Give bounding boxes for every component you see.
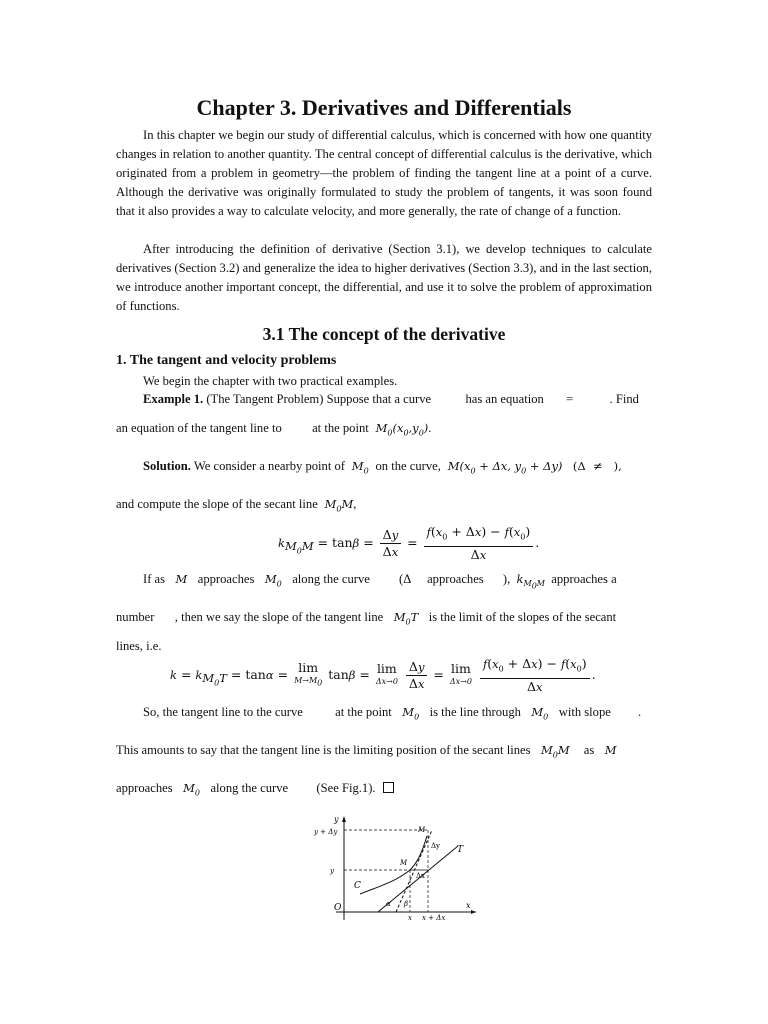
- text-span: along the curve: [210, 781, 289, 795]
- secant-line: and compute the slope of the secant line $M_0M$,: [116, 497, 357, 514]
- y-axis-label: y: [334, 815, 339, 824]
- text-span: has an equation: [465, 392, 544, 406]
- curve-label: C: [354, 881, 361, 891]
- solution-line: [143, 457, 652, 480]
- solution-label: Solution.: [143, 459, 191, 473]
- text-span: approaches: [197, 572, 255, 586]
- lines-ie: lines, i.e.: [116, 639, 162, 653]
- x0dx-label: x + Δx: [422, 914, 446, 922]
- equation-tangent-slope: $k = k_{M_0T} = \tan\alpha = \lim$ $M\to M_0$ tanβ = lim Δx→0 $\frac{\Delta y}{\Delta x}$ = lim Δx→0 $\frac{f(x_0 + \Delta x) - f(x_0)}{\Delta x}$ .: [170, 656, 596, 694]
- x0-label: x: [408, 914, 412, 922]
- subsection-title: 1. The tangent and velocity problems: [116, 353, 337, 368]
- alpha-label: α: [386, 900, 391, 908]
- text-span: If as: [143, 572, 166, 586]
- text-span: number: [116, 610, 155, 624]
- text-span: . Find: [609, 392, 639, 406]
- example-line-2: an equation of the tangent line to at the point $M_0(x_0,y_0)$.: [116, 421, 432, 438]
- point-M-label: M: [418, 826, 426, 834]
- math-inline: $M_0M$: [320, 497, 354, 514]
- y0dy-label: y + Δy: [314, 828, 338, 836]
- math-inline: $M_0$: [348, 459, 369, 476]
- example-line-1: [143, 390, 652, 408]
- tangent-label: T: [457, 845, 464, 855]
- beta-label: β: [404, 900, 409, 908]
- amounts-line: This amounts to say that the tangent line is the limiting position of the secant lines $M_0M$ as M: [116, 743, 617, 760]
- number-line: number , then we say the slope of the tangent line $M_0T$ is the limit of the slopes of the secant: [116, 610, 617, 627]
- text-span: , then we say the slope of the tangent line: [174, 610, 384, 624]
- example-label: Example 1.: [143, 392, 204, 406]
- text-span: along the curve: [292, 572, 370, 586]
- text-span: So, the tangent line to the curve: [143, 705, 303, 719]
- approaches-line: approaches $M_0$ along the curve (See Fig.1).: [116, 779, 652, 802]
- dx-label: Δx: [416, 872, 426, 880]
- equation-secant-slope: $k_{M_0M} = \tan\beta$ = $\frac{\Delta y}{\Delta x}$ = $\frac{f(x_0 + \Delta x) - f(x_0)}{\Delta x}$ .: [278, 524, 540, 562]
- text-span: an equation of the tangent line to: [116, 421, 282, 435]
- text-span: approaches: [427, 572, 484, 586]
- if-as-line: If as M approaches $M_0$ along the curve (Δ approaches ), $k_{M_0M}$ approaches a: [143, 572, 617, 591]
- x-axis-arrow-icon: [471, 910, 476, 914]
- so-line: So, the tangent line to the curve at the point $M_0$ is the line through $M_0$ with slope .: [143, 705, 642, 722]
- text-span: =: [566, 392, 574, 406]
- text-span: and compute the slope of the secant line: [116, 497, 318, 511]
- math-inline: $M_0(x_0,y_0)$: [371, 421, 429, 438]
- y-axis-arrow-icon: [342, 816, 346, 822]
- tangent-figure: [300, 812, 480, 922]
- intro-paragraph-2: After introducing the definition of derivative (Section 3.1), we develop techniques to calculate derivatives (Section 3.2) and generalize the idea to higher derivatives (Section 3.3), and in the last section, we introduce another important concept, the differential, and use it to solve the problem of approximation of functions.: [116, 242, 652, 314]
- text-span: at the point: [335, 705, 392, 719]
- text-span: approaches a: [551, 572, 617, 586]
- text-span: at the point: [312, 421, 369, 435]
- text-span: This amounts to say that the tangent line is the limiting position of the secant lines: [116, 743, 531, 757]
- math-inline: (Δ ≠ ),: [565, 459, 622, 473]
- text-span: with slope: [558, 705, 611, 719]
- chapter-title: Chapter 3. Derivatives and Differentials: [196, 95, 572, 120]
- text-span: (The Tangent Problem) Suppose that a curve: [206, 392, 432, 406]
- text-span: on the curve,: [375, 459, 441, 473]
- x-axis-label: x: [466, 901, 471, 910]
- text-line: We begin the chapter with two practical examples.: [143, 374, 398, 388]
- y0-label: y: [330, 867, 334, 875]
- section-title: 3.1 The concept of the derivative: [262, 324, 506, 344]
- text-span: approaches: [116, 781, 173, 795]
- text-span: (See Fig.1).: [316, 781, 376, 795]
- math-inline: $M(x_0 + \Delta x$, $y_0 + \Delta y$): [444, 459, 563, 476]
- dy-label: Δy: [431, 842, 441, 850]
- text-span: is the limit of the slopes of the secant: [428, 610, 617, 624]
- secant-line-mark: [396, 830, 432, 912]
- point-M0-label: M: [400, 859, 408, 867]
- text-span: as: [583, 743, 595, 757]
- intro-paragraph-1: In this chapter we begin our study of differential calculus, which is concerned with how one quantity changes in relation to another quantity. The central concept of differential calculus is the derivative, which originated from a problem in geometry—the problem of finding the tangent line at a point of a curve. Although the derivative was originally formulated to study the problem of tangents, it was soon found that it also provides a way to calculate velocity, and more generally, the rate of change of a function.: [116, 128, 652, 219]
- qed-box-icon: [383, 782, 394, 793]
- origin-label: O: [334, 903, 342, 913]
- text-span: We consider a nearby point of: [193, 459, 345, 473]
- text-span: is the line through: [429, 705, 521, 719]
